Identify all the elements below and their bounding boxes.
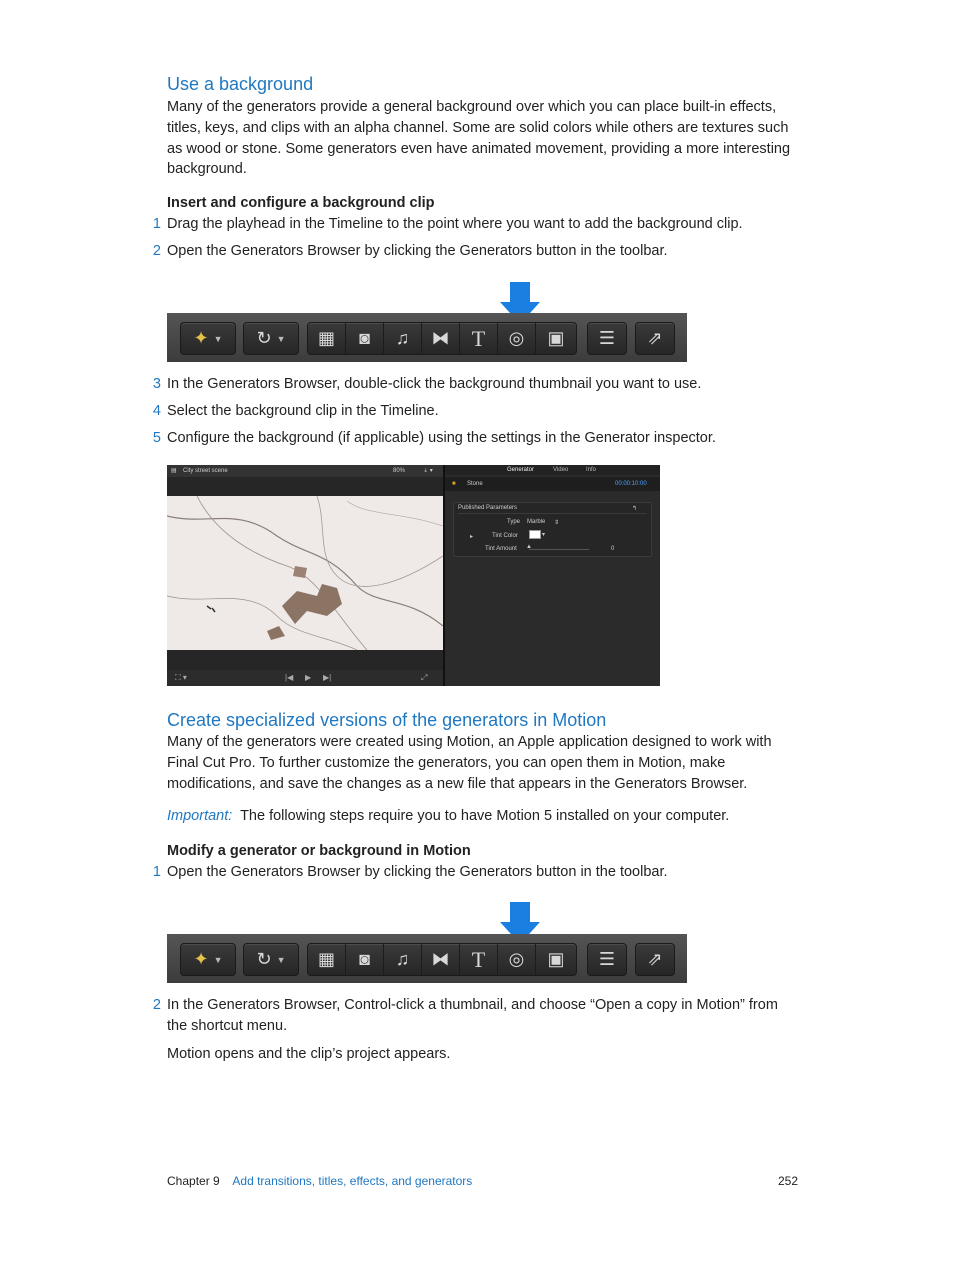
share-group [635,943,675,976]
step-2 [152,995,792,1037]
params-title: Published Parameters [458,505,518,511]
footer [167,1173,472,1189]
retime-group [243,943,299,976]
step-2 [152,241,792,262]
share-icon: ⇗ [647,328,663,348]
task-title: Modify a generator or background in Motion [167,843,471,859]
transitions-browser-button[interactable] [422,944,460,975]
browser-buttons-group [307,322,577,355]
toolbar [167,313,687,362]
film-icon: ▦ [317,328,335,348]
type-popup[interactable]: Marble [527,519,546,525]
share-button[interactable] [636,944,674,975]
task-title: Insert and configure a background clip [167,195,435,211]
step-text: Open the Generators Browser by clicking the Generators button in the toolbar. [167,243,668,259]
title-t-icon: T [471,325,486,351]
inspector-tabs [445,465,660,475]
step-number: 5 [152,430,161,446]
magic-wand-icon: ✦ [193,949,209,969]
reset-icon[interactable]: ↰ [632,506,638,512]
chevron-down-icon: ▼ [276,954,286,965]
inspector-header [445,477,660,491]
browser-buttons-group [307,943,577,976]
clapper-icon: ▤ [171,468,177,474]
retime-icon: ↻ [256,328,272,348]
camera-icon: ◙ [359,949,370,969]
viewer-inspector-screenshot [167,465,660,686]
step-text: Select the background clip in the Timeline. [167,403,439,419]
enhance-group [180,322,236,355]
share-button[interactable] [636,323,674,354]
sliders-icon: ☰ [598,949,616,969]
transitions-browser-button[interactable] [422,323,460,354]
title-t-icon: T [471,946,486,972]
step-number: 2 [152,997,161,1013]
section-heading-use-background: Use a background [167,74,314,94]
tint-color-label: Tint Color [492,533,518,539]
step-1 [152,214,792,235]
footer-chapter: Chapter 9 [167,1174,220,1188]
titles-browser-button[interactable] [460,944,498,975]
magic-wand-button[interactable] [181,323,235,354]
magic-wand-button[interactable] [181,944,235,975]
zoom-popup[interactable]: 80% [393,468,406,474]
step-3 [152,374,792,395]
retime-icon: ↻ [256,949,272,969]
photo-browser-button[interactable] [346,323,384,354]
generators-browser-button[interactable] [498,944,536,975]
inspector-group [587,943,627,976]
tab-generator[interactable]: Generator [507,467,535,473]
popup-arrows-icon: ⇕ [554,520,560,526]
step-text: In the Generators Browser, double-click the background thumbnail you want to use. [167,376,702,392]
generator-name: Stone [467,481,483,487]
film-icon: ▦ [317,949,335,969]
retime-group [243,322,299,355]
step-text: Open the Generators Browser by clicking the Generators button in the toolbar. [167,864,668,880]
music-icon: ♫ [395,328,410,348]
tab-video[interactable]: Video [553,467,569,473]
tint-color-swatch[interactable] [529,530,541,539]
step-text: In the Generators Browser, Control-click a thumbnail, and choose “Open a copy in Motion” from the shortcut menu. [167,997,778,1034]
chevron-down-icon: ▼ [276,333,286,344]
effects-browser-button[interactable] [308,323,346,354]
generators-icon: ◎ [508,949,525,969]
titles-browser-button[interactable] [460,323,498,354]
step-number: 4 [152,403,161,419]
chevron-down-icon: ▼ [213,954,223,965]
step-1 [152,862,792,883]
page-number: 252 [777,1174,798,1188]
previous-frame-icon[interactable]: |◀ [285,673,294,682]
generators-icon: ◎ [508,328,525,348]
photo-browser-button[interactable] [346,944,384,975]
camera-icon: ◙ [359,328,370,348]
published-parameters-box [453,502,652,557]
transition-icon: ⧓ [431,328,450,348]
effects-browser-button[interactable] [308,944,346,975]
themes-icon: ▣ [547,949,565,969]
viewer-titlebar [167,465,443,477]
play-icon[interactable]: ▶ [305,673,312,682]
tint-amount-value[interactable]: 0 [611,546,615,552]
generators-browser-button[interactable] [498,323,536,354]
viewer-panel [167,465,445,686]
tab-info[interactable]: Info [586,467,597,473]
step-result: Motion opens and the clip’s project appears. [167,1046,451,1062]
toolbar [167,934,687,983]
themes-browser-button[interactable] [536,323,576,354]
generator-inspector [445,465,660,686]
step-number: 2 [152,243,161,259]
step-5 [152,428,792,449]
share-group [635,322,675,355]
inspector-group [587,322,627,355]
view-menu-icon[interactable]: ⛶ ▾ [175,673,187,682]
generator-timecode: 00:00:10:00 [615,481,647,487]
next-frame-icon[interactable]: ▶| [323,673,332,682]
chevron-down-icon: ▼ [213,333,223,344]
inspector-button[interactable] [588,323,626,354]
color-popup-icon[interactable]: ▾ [542,532,546,538]
themes-browser-button[interactable] [536,944,576,975]
important-label: Important: [167,808,233,824]
divider [458,513,647,514]
music-browser-button[interactable] [384,323,422,354]
music-icon: ♫ [395,949,410,969]
enhance-group [180,943,236,976]
generator-icon: ■ [452,481,456,487]
magic-wand-icon: ✦ [193,328,209,348]
viewer-title: City street scene [183,468,228,474]
slider-knob-icon[interactable]: ▲ [526,544,532,550]
themes-icon: ▣ [547,328,565,348]
section-intro: Many of the generators provide a general background over which you can place built-in effects, titles, keys, and clips with an alpha channel. Some are solid colors while others are textures such as wood or stone. Some generators even have animated movement, providing a more interesting background. [167,99,791,178]
sliders-icon: ☰ [598,328,616,348]
viewer-controls [167,670,443,686]
disclosure-triangle-icon[interactable]: ▸ [470,534,474,540]
view-options-icon[interactable]: ⇣ ▾ [423,468,433,474]
marble-texture [167,496,443,650]
step-text: Drag the playhead in the Timeline to the point where you want to add the background clip. [167,216,743,232]
tint-amount-slider[interactable] [529,549,589,550]
footer-chapter-link[interactable]: Add transitions, titles, effects, and generators [232,1174,473,1188]
retime-button[interactable] [244,944,298,975]
step-text: Configure the background (if applicable) using the settings in the Generator inspector. [167,430,716,446]
section-heading-motion: Create specialized versions of the generators in Motion [167,710,607,730]
tint-amount-label: Tint Amount [485,546,517,552]
important-text: The following steps require you to have Motion 5 installed on your computer. [240,808,730,824]
inspector-button[interactable] [588,944,626,975]
marble-background-image [167,496,443,650]
share-icon: ⇗ [647,949,663,969]
step-number: 3 [152,376,161,392]
music-browser-button[interactable] [384,944,422,975]
step-number: 1 [152,864,161,880]
step-4 [152,401,792,422]
retime-button[interactable] [244,323,298,354]
type-label: Type [507,519,521,525]
fullscreen-icon[interactable]: ⤢ [421,673,428,682]
step-number: 1 [152,216,161,232]
important-note [167,806,792,827]
transition-icon: ⧓ [431,949,450,969]
section-intro: Many of the generators were created using Motion, an Apple application designed to work with Final Cut Pro. To further customize the generators, you can open them in Motion, make modifications, and save the changes as a new file that appears in the Generators Browser. [167,734,772,792]
